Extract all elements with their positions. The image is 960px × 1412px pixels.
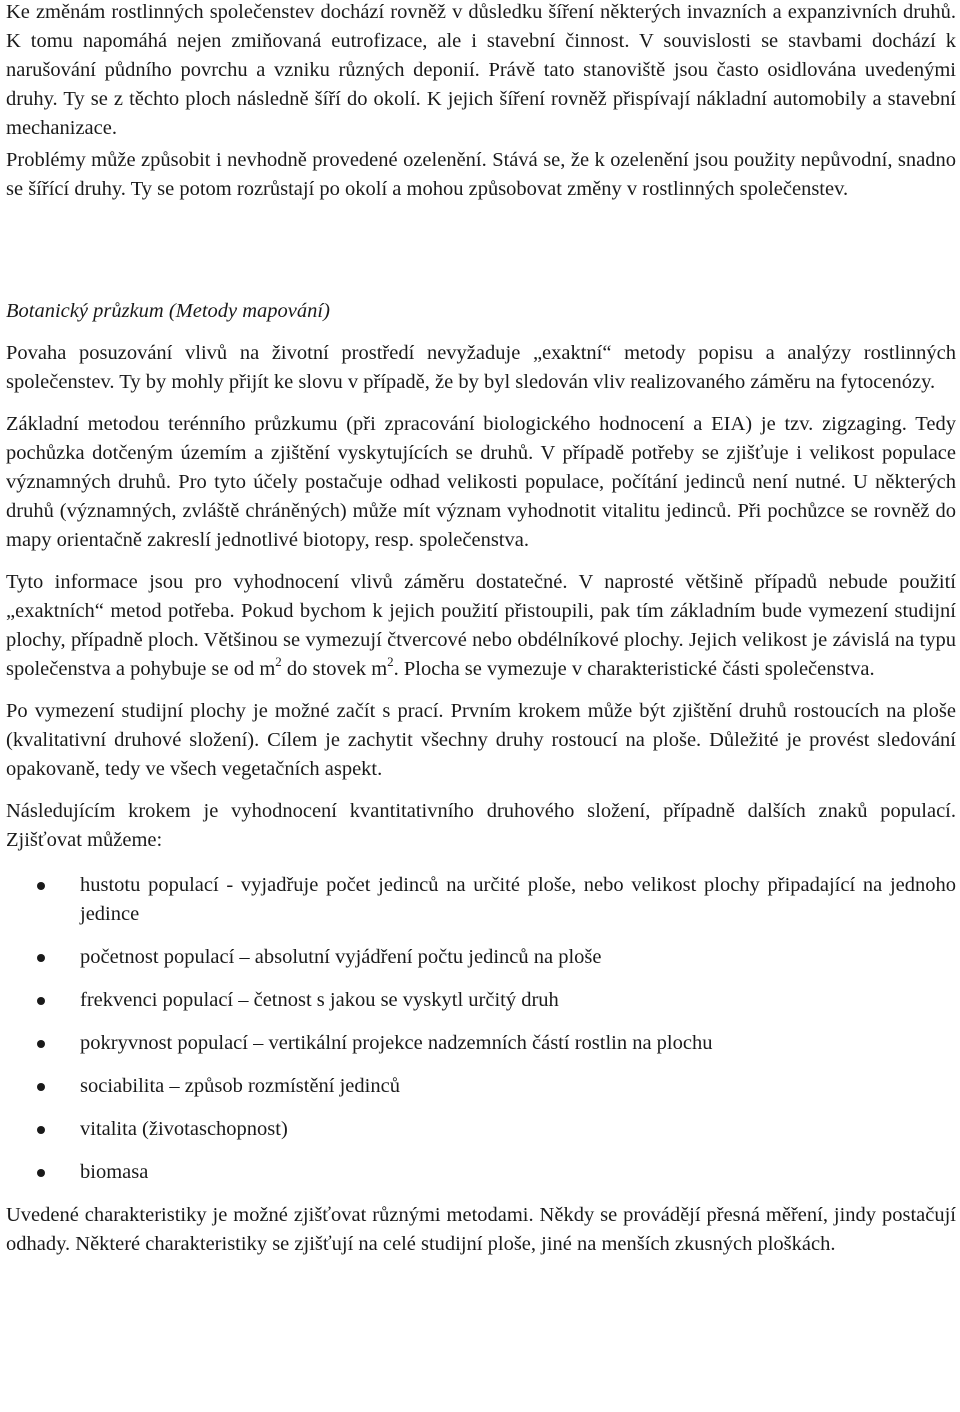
intro-paragraph: Ke změnám rostlinných společenstev dochází rovněž v důsledku šíření některých invazních a expanzivních druhů. K tomu napomáhá nejen zmiňovaná eutrofizace, ale i stavební činnost. V souvislosti se stavbami dochází k narušování půdního povrchu a vzniku různých deponií. Právě tato stanoviště jsou často osidlována uvedenými druhy. Ty se z těchto ploch následně šíří do okolí. K jejich šíření rovněž přispívají nákladní automobily a stavební mechanizace.	[6, 1, 956, 139]
list-item	[6, 1072, 956, 1101]
tyto-text-end: . Plocha se vymezuje v charakteristické části společenstva.	[393, 658, 875, 680]
document-page	[6, 0, 956, 1259]
indicator-list	[6, 871, 956, 1187]
bullet-icon	[37, 997, 45, 1005]
section-heading: Botanický průzkum (Metody mapování)	[6, 300, 330, 322]
superscript-2: 2	[387, 654, 394, 669]
uvedene-paragraph: Uvedené charakteristiky je možné zjišťovat různými metodami. Někdy se provádějí přesná měření, jindy postačují odhady. Některé charakteristiky se zjišťují na celé studijní ploše, jiné na menších zkusných ploškách.	[6, 1204, 956, 1255]
list-item	[6, 1158, 956, 1187]
bullet-icon	[37, 1083, 45, 1091]
bullet-icon	[37, 1040, 45, 1048]
bullet-icon	[37, 1169, 45, 1177]
list-item	[6, 1029, 956, 1058]
list-item	[6, 943, 956, 972]
tyto-text-mid: do stovek m	[281, 658, 388, 680]
bullet-icon	[37, 954, 45, 962]
bullet-icon	[37, 882, 45, 890]
problems-paragraph: Problémy může způsobit i nevhodně provedené ozelenění. Stává se, že k ozelenění jsou použity nepůvodní, snadno se šířící druhy. Ty se potom rozrůstají po okolí a mohou způsobovat změny v rostlinných společenstev.	[6, 149, 956, 200]
povaha-paragraph: Povaha posuzování vlivů na životní prostředí nevyžaduje „exaktní“ metody popisu a analýzy rostlinných společenstev. Ty by mohly přijít ke slovu v případě, že by byl sledován vliv realizovaného záměru na fytocenózy.	[6, 342, 956, 393]
bullet-icon	[37, 1126, 45, 1134]
zakladni-paragraph: Základní metodou terénního průzkumu (při zpracování biologického hodnocení a EIA) je tzv. zigzaging. Tedy pochůzka dotčeným územím a zjištění vyskytujících se druhů. V případě potřeby se zjišťuje i velikost populace významných druhů. Pro tyto účely postačuje odhad velikosti populace, počítání jedinců není nutné. U některých druhů (významných, zvláště chráněných) může mít význam vyhodnotit vitalitu jedinců. Při pochůzce se rovněž do mapy orientačně zakreslí jednotlivé biotopy, resp. společenstva.	[6, 413, 956, 551]
po-paragraph: Po vymezení studijní plochy je možné začít s prací. Prvním krokem může být zjištění druhů rostoucích na ploše (kvalitativní druhové složení). Cílem je zachytit všechny druhy rostoucí na ploše. Důležité je provést sledování opakovaně, tedy ve všech vegetačních aspekt.	[6, 700, 956, 780]
list-item-text: biomasa	[80, 1161, 149, 1183]
list-item-text: sociabilita – způsob rozmístění jedinců	[80, 1075, 400, 1097]
list-item-text: pokryvnost populací – vertikální projekce nadzemních částí rostlin na plochu	[80, 1032, 713, 1054]
list-item	[6, 986, 956, 1015]
superscript-1: 2	[275, 654, 282, 669]
list-item-text: frekvenci populací – četnost s jakou se vyskytl určitý druh	[80, 989, 559, 1011]
list-item	[6, 871, 956, 929]
list-item-text: hustotu populací - vyjadřuje počet jedinců na určité ploše, nebo velikost plochy připadající na jednoho jedince	[80, 874, 956, 925]
list-item-text: početnost populací – absolutní vyjádření počtu jedinců na ploše	[80, 946, 602, 968]
list-item	[6, 1115, 956, 1144]
list-item-text: vitalita (životaschopnost)	[80, 1118, 288, 1140]
nasledujicim-paragraph: Následujícím krokem je vyhodnocení kvantitativního druhového složení, případně dalších znaků populací. Zjišťovat můžeme:	[6, 800, 956, 851]
tyto-paragraph	[6, 568, 956, 684]
tyto-text-main: Tyto informace jsou pro vyhodnocení vlivů záměru dostatečné. V naprosté většině případů nebude použití „exaktních“ metod potřeba. Pokud bychom k jejich použití přistoupili, pak tím základním bude vymezení studijní plochy, případně ploch. Většinou se vymezují čtvercové nebo obdélníkové plochy. Jejich velikost je závislá na typu společenstva a pohybuje se od m	[6, 571, 956, 680]
